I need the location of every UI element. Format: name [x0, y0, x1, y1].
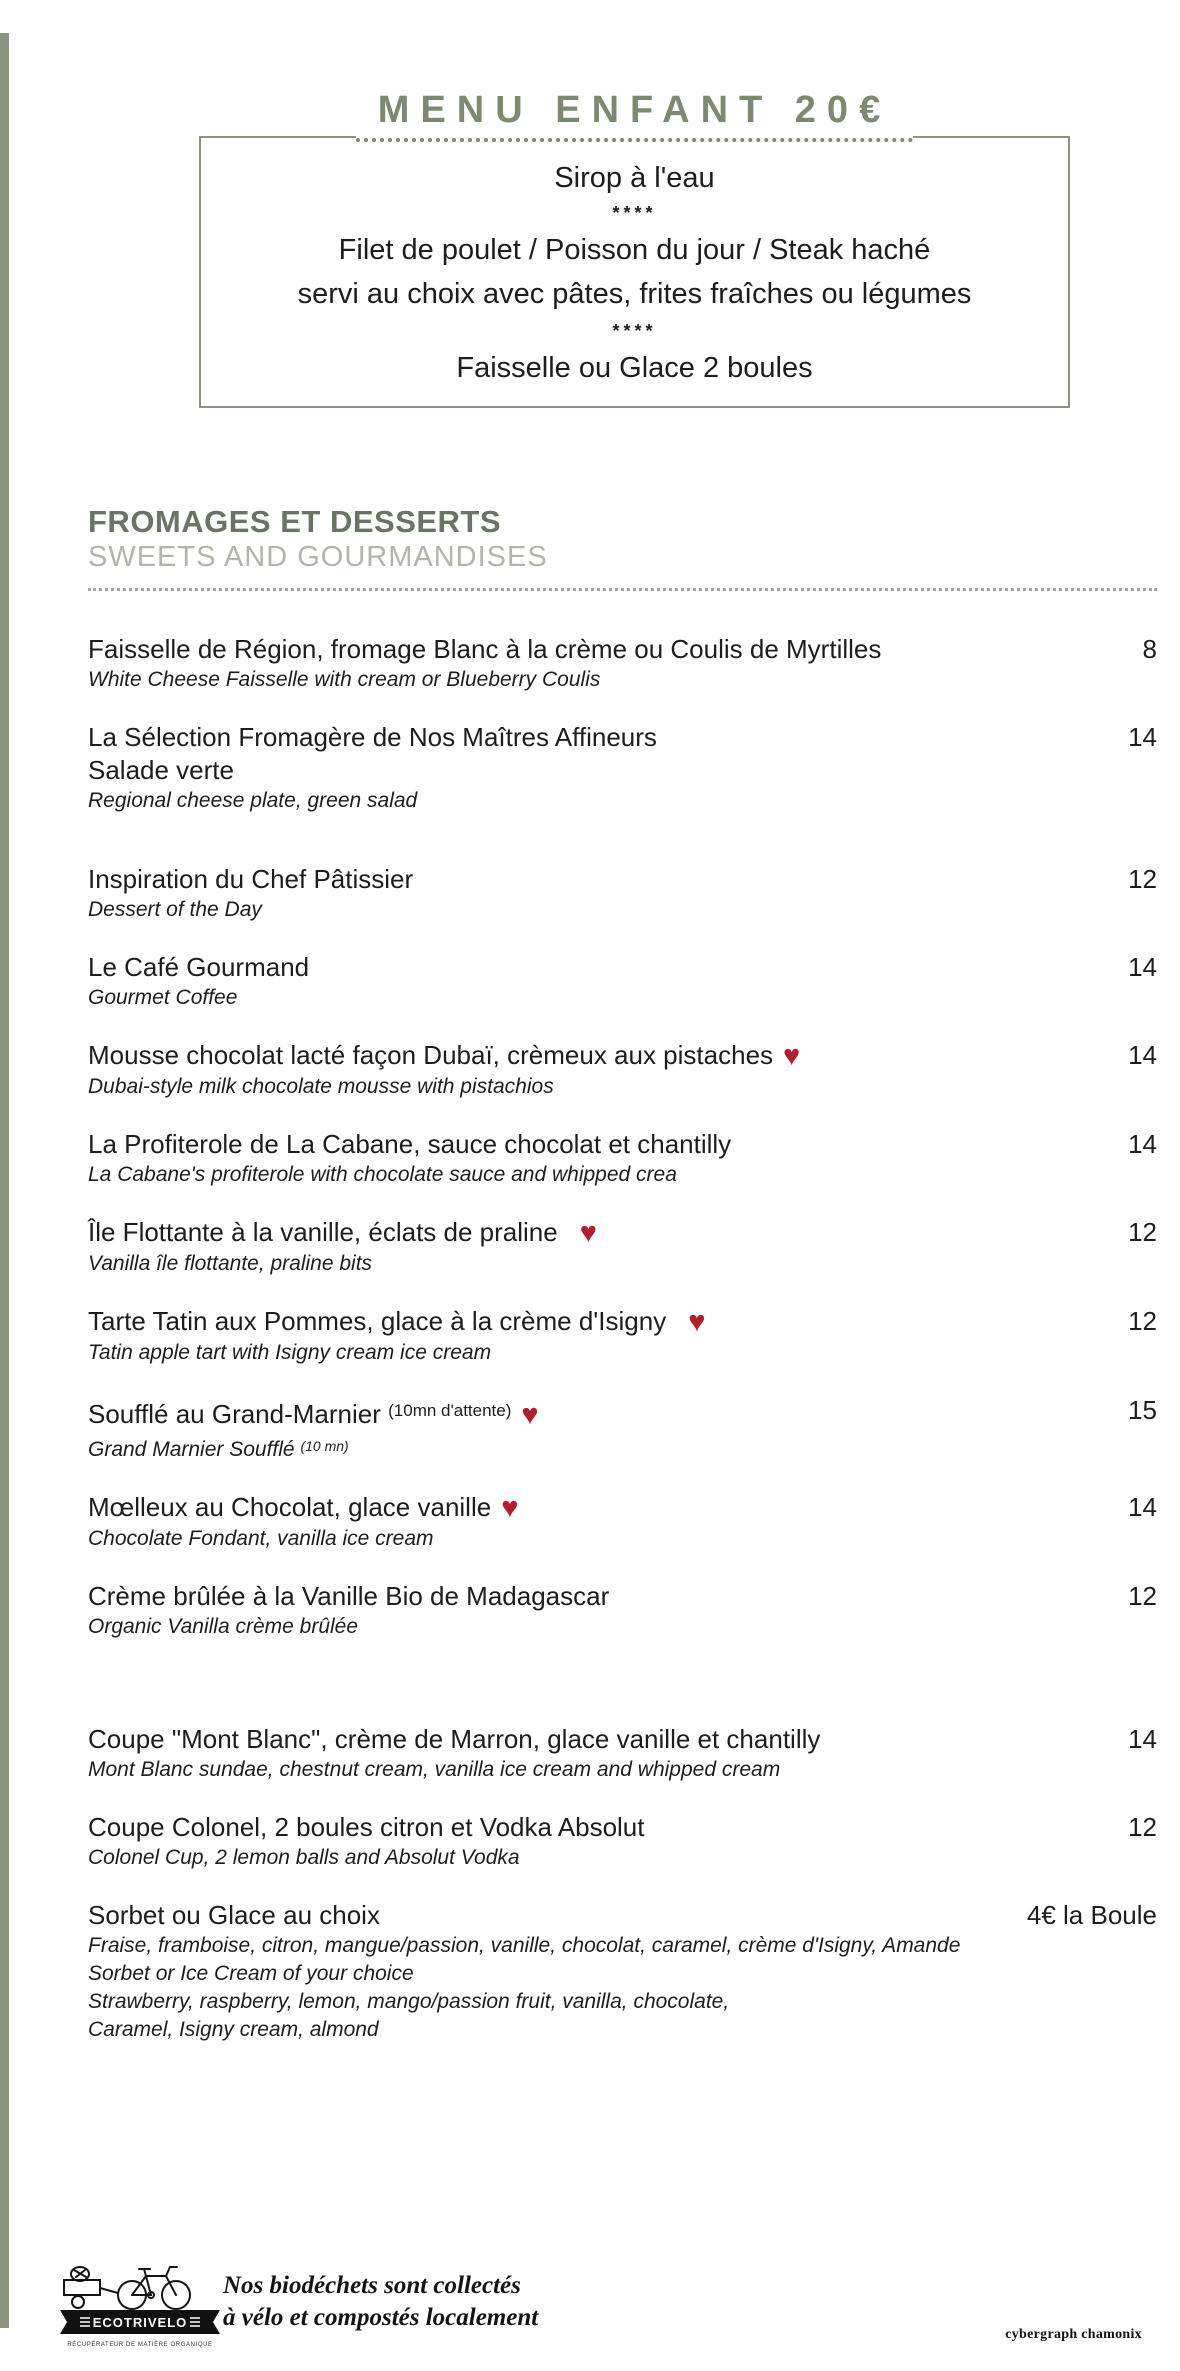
- item-name-text: Mœlleux au Chocolat, glace vanille: [88, 1492, 492, 1522]
- menu-enfant-line: Sirop à l'eau: [554, 162, 715, 194]
- item-description: [88, 1525, 1157, 1553]
- item-name: [88, 1216, 597, 1250]
- heart-icon: ♥: [579, 1217, 597, 1249]
- item-name-text: Coupe Colonel, 2 boules citron et Vodka Absolut: [88, 1812, 645, 1842]
- item-price: 4€ la Boule: [1026, 1900, 1157, 1930]
- separator-stars: ****: [612, 203, 657, 223]
- menu-item: [88, 1394, 1157, 1464]
- item-name-text: Coupe "Mont Blanc", crème de Marron, glace vanille et chantilly: [88, 1724, 821, 1754]
- dessert-list: [88, 612, 1157, 2071]
- item-description: [88, 787, 1157, 815]
- menu-item: [88, 1491, 1157, 1553]
- menu-enfant-line: servi au choix avec pâtes, frites fraîches ou légumes: [297, 278, 972, 310]
- menu-item: [88, 1723, 1157, 1784]
- item-name: [88, 1580, 609, 1613]
- menu-item: [88, 1128, 1157, 1189]
- item-name: [88, 951, 309, 984]
- item-price: 14: [1128, 722, 1157, 752]
- item-name-line2: Salade verte: [88, 755, 234, 785]
- menu-item: [88, 1039, 1157, 1101]
- biowaste-note: [223, 2270, 538, 2334]
- item-name: [88, 1723, 820, 1756]
- item-name: [88, 1491, 518, 1525]
- item-name: [88, 1305, 705, 1339]
- item-price: 14: [1128, 1492, 1157, 1522]
- separator-stars: ****: [612, 321, 657, 341]
- item-name-text: Le Café Gourmand: [88, 952, 310, 982]
- item-name-text: Crème brûlée à la Vanille Bio de Madagascar: [88, 1581, 610, 1611]
- organic-waste-detail: [74, 2270, 86, 2277]
- menu-enfant-lines: [211, 158, 1058, 390]
- item-price: 14: [1128, 952, 1157, 982]
- bike-handlebar: [166, 2267, 177, 2276]
- ecotrivelo-logo: [60, 2250, 220, 2350]
- biowaste-note-line2: à vélo et compostés localement: [223, 2304, 539, 2331]
- item-description: [88, 666, 1157, 694]
- item-description-note: (10 mn): [300, 1438, 349, 1454]
- bike-and-trailer-icon: [64, 2267, 190, 2309]
- menu-item: [88, 633, 1157, 694]
- item-name-text: Mousse chocolat lacté façon Dubaï, crèmeux aux pistaches: [88, 1040, 774, 1070]
- item-name-text: Île Flottante à la vanille, éclats de praline: [88, 1217, 558, 1247]
- item-price: 12: [1128, 1581, 1157, 1611]
- menu-enfant-box: [199, 136, 1070, 408]
- item-price: 12: [1128, 864, 1157, 894]
- item-description-text: Dubai-style milk chocolate mousse with pistachios: [88, 1075, 554, 1098]
- trailer-wheel: [72, 2296, 84, 2308]
- item-price: 15: [1128, 1395, 1157, 1425]
- item-description: [88, 1432, 1157, 1464]
- left-accent-bar: [0, 33, 9, 2328]
- item-description: [88, 1339, 1157, 1367]
- item-name-text: Faisselle de Région, fromage Blanc à la crème ou Coulis de Myrtilles: [88, 634, 882, 664]
- item-description-text: Chocolate Fondant, vanilla ice cream: [88, 1527, 434, 1550]
- item-name-text: La Profiterole de La Cabane, sauce chocolat et chantilly: [88, 1129, 732, 1159]
- item-name-text: Inspiration du Chef Pâtissier: [88, 864, 414, 894]
- item-note: (10mn d'attente): [388, 1401, 512, 1420]
- item-description-text: Mont Blanc sundae, chestnut cream, vanilla ice cream and whipped cream: [88, 1758, 781, 1781]
- item-name-text: Soufflé au Grand-Marnier: [88, 1399, 381, 1429]
- item-price: 12: [1128, 1812, 1157, 1842]
- item-description-text: Caramel, Isigny cream, almond: [88, 2018, 379, 2041]
- item-price: 8: [1142, 634, 1157, 664]
- menu-enfant-line: Faisselle ou Glace 2 boules: [456, 352, 813, 384]
- item-name: [88, 1128, 731, 1161]
- item-description: [88, 1613, 1157, 1641]
- item-description: [88, 984, 1157, 1012]
- print-credit: cybergraph chamonix: [1005, 2327, 1142, 2342]
- dotted-divider: [88, 588, 1157, 591]
- item-description: [88, 1161, 1157, 1189]
- heart-icon: ♥: [688, 1306, 706, 1338]
- heart-icon: ♥: [501, 1492, 519, 1524]
- item-description: [88, 1073, 1157, 1101]
- item-name-text: La Sélection Fromagère de Nos Maîtres Affineurs: [88, 722, 657, 752]
- heart-icon: ♥: [783, 1040, 801, 1072]
- heart-icon: ♥: [521, 1399, 539, 1431]
- item-price: 14: [1128, 1724, 1157, 1754]
- item-name: [88, 863, 413, 896]
- item-price: 14: [1128, 1129, 1157, 1159]
- item-description-text: Regional cheese plate, green salad: [88, 789, 418, 812]
- trailer-hitch: [100, 2288, 118, 2293]
- item-description-text: Organic Vanilla crème brûlée: [88, 1615, 359, 1638]
- item-description: [88, 1988, 1157, 2016]
- item-name: [88, 633, 881, 666]
- item-description-text: Colonel Cup, 2 lemon balls and Absolut Vodka: [88, 1846, 520, 1869]
- biowaste-note-line1: Nos biodéchets sont collectés: [223, 2272, 521, 2299]
- item-name: [88, 1039, 800, 1073]
- ecotrivelo-subtext: RÉCUPÉRATEUR DE MATIÈRE ORGANIQUE: [67, 2342, 213, 2348]
- menu-item: [88, 951, 1157, 1012]
- item-description-text: Strawberry, raspberry, lemon, mango/passion fruit, vanilla, chocolate,: [88, 1990, 730, 2013]
- item-name-text: Tarte Tatin aux Pommes, glace à la crème d'Isigny: [88, 1306, 667, 1336]
- menu-enfant-title: MENU ENFANT 20€: [356, 88, 913, 142]
- item-name: [88, 1811, 645, 1844]
- section-title-en: SWEETS AND GOURMANDISES: [88, 541, 548, 573]
- menu-enfant-section: [199, 88, 1070, 408]
- item-name: [88, 721, 657, 754]
- item-description-text: Vanilla île flottante, praline bits: [88, 1252, 373, 1275]
- item-description: [88, 1756, 1157, 1784]
- item-description-text: La Cabane's profiterole with chocolate sauce and whipped crea: [88, 1163, 677, 1186]
- item-description-text: Dessert of the Day: [88, 898, 262, 921]
- menu-item: [88, 1899, 1157, 2044]
- item-description-text: Gourmet Coffee: [88, 986, 238, 1009]
- item-description: [88, 2016, 1157, 2044]
- item-description: [88, 896, 1157, 924]
- item-description-text: White Cheese Faisselle with cream or Blueberry Coulis: [88, 668, 601, 691]
- item-name: [88, 1394, 539, 1432]
- menu-item: [88, 721, 1157, 815]
- item-price: 12: [1128, 1306, 1157, 1336]
- desserts-section-header: [88, 504, 1157, 591]
- bike-seat: [139, 2269, 150, 2276]
- menu-item: [88, 1811, 1157, 1872]
- menu-item: [88, 1580, 1157, 1641]
- item-description-text: Fraise, framboise, citron, mangue/passion, vanille, chocolat, caramel, crème d'Isigny, Amande: [88, 1934, 961, 1957]
- item-name: [88, 1899, 380, 1932]
- item-description: [88, 1844, 1157, 1872]
- item-name-text: Sorbet ou Glace au choix: [88, 1900, 380, 1930]
- section-title-fr: FROMAGES ET DESSERTS: [88, 504, 502, 539]
- item-description: [88, 1250, 1157, 1278]
- item-price: 12: [1128, 1217, 1157, 1247]
- item-description: [88, 1932, 1157, 1960]
- item-description: [88, 1960, 1157, 1988]
- item-description-text: Grand Marnier Soufflé: [88, 1438, 295, 1461]
- item-price: 14: [1128, 1040, 1157, 1070]
- menu-item: [88, 1216, 1157, 1278]
- bike-frame: [132, 2276, 176, 2295]
- item-description-text: Tatin apple tart with Isigny cream ice cream: [88, 1341, 492, 1364]
- trailer-box: [64, 2280, 100, 2295]
- menu-item: [88, 1305, 1157, 1367]
- menu-enfant-line: Filet de poulet / Poisson du jour / Steak haché: [338, 234, 931, 266]
- menu-item: [88, 863, 1157, 924]
- item-description-text: Sorbet or Ice Cream of your choice: [88, 1962, 414, 1985]
- ecotrivelo-banner-text: ECOTRIVELO: [92, 2315, 188, 2330]
